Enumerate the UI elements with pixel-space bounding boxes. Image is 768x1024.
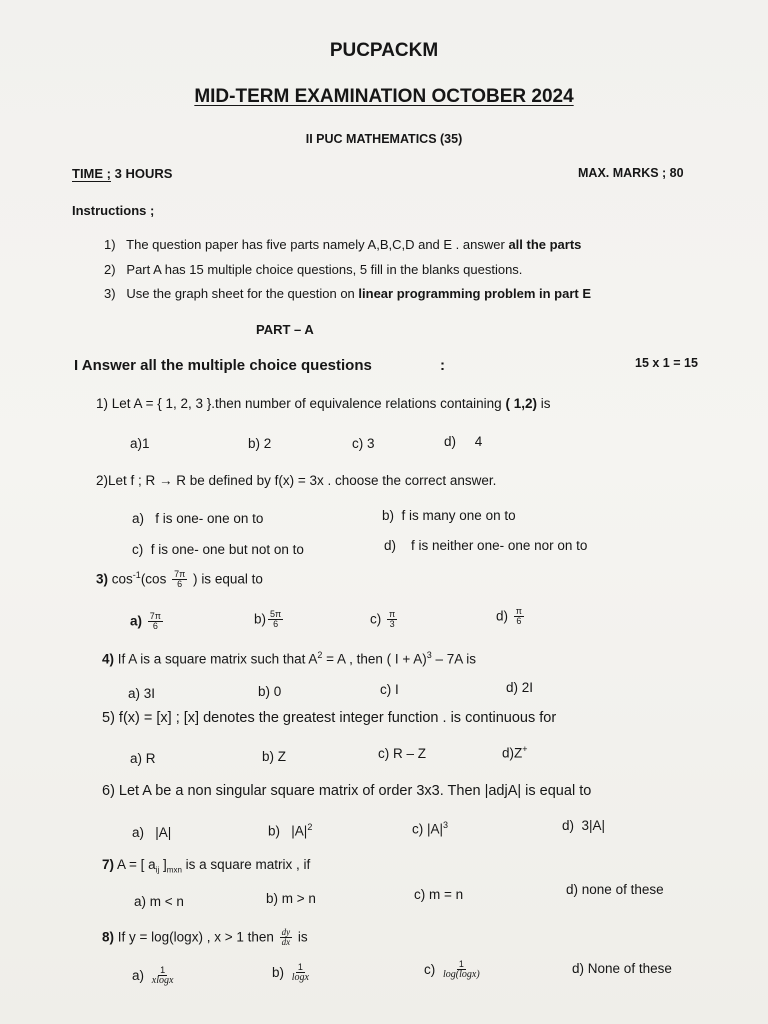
- option: b) 0: [258, 684, 282, 699]
- option: d) f is neither one- one nor on to: [384, 538, 588, 553]
- max-marks: MAX. MARKS ; 80: [578, 166, 684, 180]
- option: d) 4: [444, 434, 483, 449]
- option: c) f is one- one but not on to: [132, 542, 304, 557]
- option: d) 3|A|: [562, 818, 606, 833]
- institution-title: PUCPACKM: [329, 40, 439, 61]
- option: d) $\frac{\pi}{6}$: [496, 606, 522, 627]
- option: c) $|A|^3$: [412, 820, 449, 837]
- question-2: 2)Let f ; R → R be defined by f(x) = 3x . choose the correct answer.: [96, 473, 497, 488]
- option: d)Z+: [502, 744, 528, 761]
- option: c) $\frac{\pi}{3}$: [370, 609, 396, 630]
- option: a) f is one- one on to: [132, 511, 264, 526]
- option: a) m < n: [134, 894, 184, 909]
- option: a) $\frac{7\pi}{6}$: [130, 611, 161, 632]
- exam-title: MID-TERM EXAMINATION OCTOBER 2024: [194, 86, 574, 107]
- question-6: 6) Let A be a non singular square matrix of order 3x3. Then |adjA| is equal to: [102, 783, 592, 799]
- option: c) 3: [352, 436, 375, 451]
- option: a) $\frac{1}{xlogx}$: [132, 965, 174, 987]
- section-marks: 15 x 1 = 15: [635, 356, 698, 370]
- question-3: 3) $\cos^{-1}(\cos$ $\frac{7\pi}{6}$ ) is equal to: [96, 569, 263, 590]
- subject-title: II PUC MATHEMATICS (35): [305, 132, 463, 146]
- option: c) $\frac{1}{\log(\log x)}$: [424, 959, 480, 981]
- fraction: $\frac{7\pi}{6}$: [174, 569, 186, 590]
- option: a) R: [130, 751, 156, 766]
- option: a) |A|: [132, 825, 172, 840]
- option: d) 2I: [506, 680, 534, 695]
- question-1: 1) Let A = { 1, 2, 3 }.then number of equivalence relations containing ( 1,2) is: [96, 396, 551, 411]
- section-instruction: I Answer all the multiple choice questions: [74, 357, 372, 374]
- time-label: TIME ;: [72, 166, 111, 181]
- question-4: 4) If A is a square matrix such that $A^2 = A$ , then ( I + A)$^3$ – 7A is: [102, 650, 477, 667]
- option: d) None of these: [572, 961, 672, 976]
- option: c) R – Z: [378, 746, 427, 761]
- section-colon: :: [440, 357, 445, 374]
- option: b) $\frac{1}{\log x}$: [272, 962, 309, 984]
- option: a)1: [130, 436, 150, 451]
- instruction-item: 3) Use the graph sheet for the question on linear programming problem in part E: [104, 286, 591, 301]
- option: b) f is many one on to: [382, 508, 516, 523]
- option: a) 3I: [128, 686, 156, 701]
- instructions-heading: Instructions ;: [72, 203, 155, 218]
- option: b) 2: [248, 436, 272, 451]
- fraction: $\frac{dy}{dx}$: [281, 927, 291, 948]
- option: b) m > n: [266, 891, 316, 906]
- option: b) Z: [262, 749, 287, 764]
- option: c) I: [380, 682, 399, 697]
- part-heading: PART – A: [256, 322, 314, 337]
- option: d) none of these: [566, 882, 664, 897]
- time-value: 3 HOURS: [111, 166, 173, 181]
- question-5: 5) f(x) = [x] ; [x] denotes the greatest integer function . is continuous for: [102, 710, 557, 726]
- question-8: 8) If y = log(logx) , x > 1 then $\frac{dy}{dx}$ is: [102, 927, 308, 948]
- option: b) $|A|^2$: [268, 822, 313, 839]
- instruction-item: 1) The question paper has five parts namely A,B,C,D and E . answer all the parts: [104, 237, 582, 252]
- question-7: 7) A = [ $a_{ij}$ ]$_{mxn}$ is a square matrix , if: [102, 857, 311, 875]
- option: b) $\frac{5\pi}{6}$: [254, 609, 282, 630]
- instruction-item: 2) Part A has 15 multiple choice questions, 5 fill in the blanks questions.: [104, 262, 523, 277]
- option: c) m = n: [414, 887, 464, 902]
